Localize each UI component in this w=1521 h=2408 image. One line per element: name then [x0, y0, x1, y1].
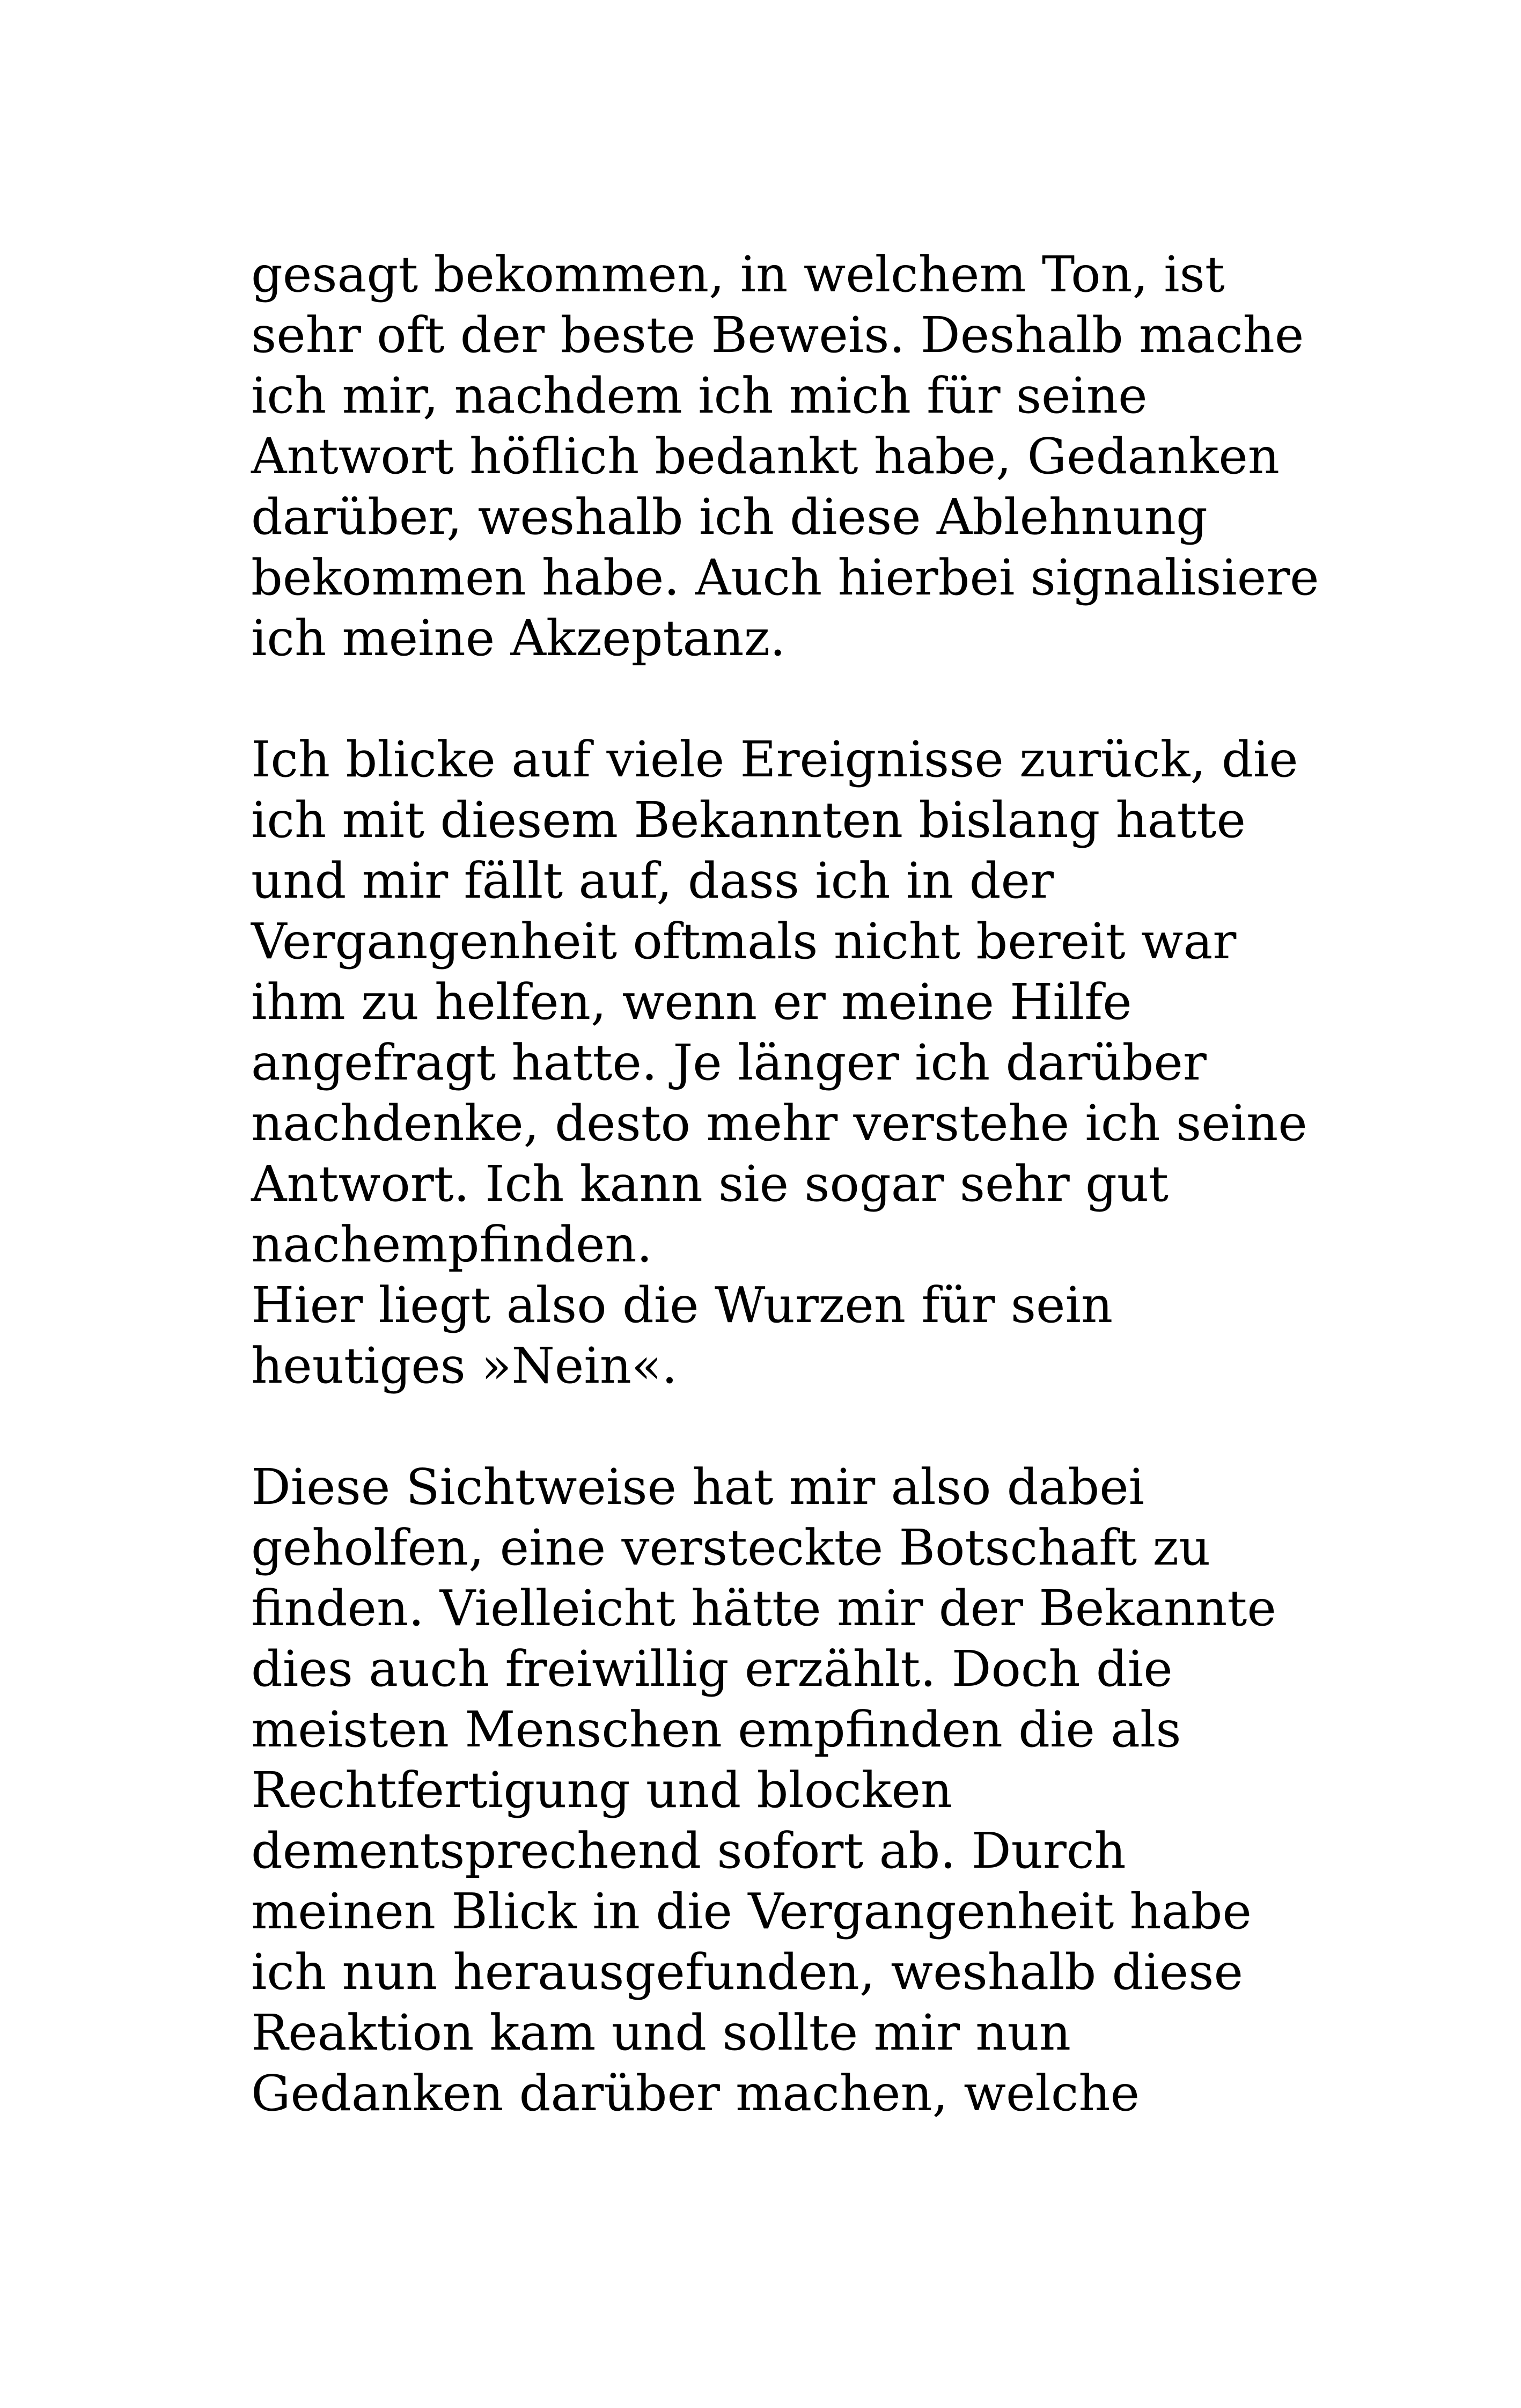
text-line: nachempfinden. — [251, 1216, 652, 1273]
text-line: angefragt hatte. Je länger ich darüber — [251, 1034, 1207, 1091]
text-line: ich mit diesem Bekannten bislang hatte — [251, 791, 1246, 849]
text-line: Antwort höflich bedankt habe, Gedanken — [251, 428, 1280, 485]
paragraph-3 — [251, 1457, 1324, 2124]
text-line: heutiges »Nein«. — [251, 1337, 678, 1394]
text-line: Rechtfertigung und blocken — [251, 1761, 953, 1819]
text-line: ihm zu helfen, wenn er meine Hilfe — [251, 973, 1132, 1031]
text-line: meinen Blick in die Vergangenheit habe — [251, 1883, 1252, 1940]
text-line: Reaktion kam und sollte mir nun — [251, 2004, 1071, 2061]
text-line: ich meine Akzeptanz. — [251, 610, 786, 667]
paragraph-1 — [251, 244, 1324, 669]
text-line: Hier liegt also die Wurzen für sein — [251, 1276, 1113, 1334]
text-line: finden. Vielleicht hätte mir der Bekannte — [251, 1580, 1276, 1637]
text-line: nachdenke, desto mehr verstehe ich seine — [251, 1095, 1307, 1152]
text-line: meisten Menschen empfinden die als — [251, 1701, 1181, 1758]
text-line: Gedanken darüber machen, welche — [251, 2065, 1140, 2122]
text-line: Antwort. Ich kann sie sogar sehr gut — [251, 1155, 1169, 1213]
text-line: bekommen habe. Auch hierbei signalisiere — [251, 549, 1319, 606]
text-line: ich mir, nachdem ich mich für seine — [251, 367, 1148, 424]
text-line: geholfen, eine versteckte Botschaft zu — [251, 1519, 1211, 1576]
paragraph-2 — [251, 729, 1324, 1396]
text-line: sehr oft der beste Beweis. Deshalb mache — [251, 306, 1304, 364]
text-line: dies auch freiwillig erzählt. Doch die — [251, 1640, 1173, 1698]
text-line: Diese Sichtweise hat mir also dabei — [251, 1458, 1145, 1516]
text-line: darüber, weshalb ich diese Ablehnung — [251, 488, 1208, 546]
body-text — [251, 244, 1324, 2124]
text-line: und mir fällt auf, dass ich in der — [251, 852, 1054, 909]
paragraph-spacer — [251, 669, 1324, 729]
text-line: Vergangenheit oftmals nicht bereit war — [251, 913, 1237, 970]
text-line: dementsprechend sofort ab. Durch — [251, 1822, 1126, 1880]
text-line: ich nun herausgefunden, weshalb diese — [251, 1943, 1243, 2001]
text-line: Ich blicke auf viele Ereignisse zurück, die — [251, 731, 1298, 788]
text-line: gesagt bekommen, in welchem Ton, ist — [251, 246, 1225, 303]
paragraph-spacer — [251, 1396, 1324, 1457]
